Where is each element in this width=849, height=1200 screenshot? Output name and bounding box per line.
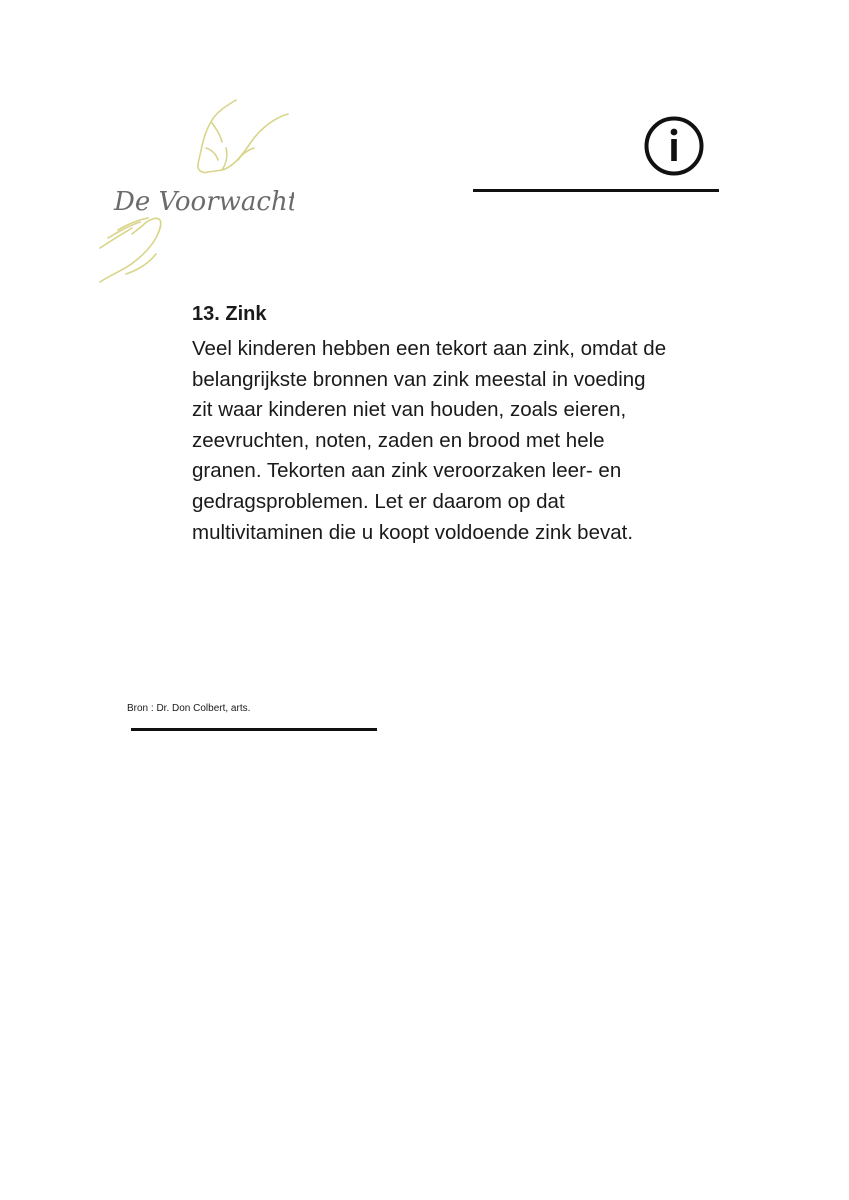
- upper-hand-icon: [198, 100, 288, 173]
- logo-graphic: [98, 98, 294, 288]
- article-title: 13. Zink: [192, 303, 267, 325]
- logo-text: De Voorwacht: [114, 187, 294, 217]
- footer-divider: [131, 728, 377, 731]
- header-divider: [473, 189, 719, 192]
- article: [192, 300, 732, 548]
- source-citation: Bron : Dr. Don Colbert, arts.: [127, 703, 251, 714]
- info-icon: [643, 115, 705, 177]
- logo: [98, 98, 294, 288]
- article-body: Veel kinderen hebben een tekort aan zink, omdat de belangrijkste bronnen van zink meestal in voeding zit waar kinderen niet van houden, zoals eieren, zeevruchten, noten, zaden en brood met hele granen. Tekorten aan zink veroorzaken leer- en gedragsproblemen. Let er daarom op dat multivitaminen die u koopt voldoende zink bevat.: [192, 337, 667, 544]
